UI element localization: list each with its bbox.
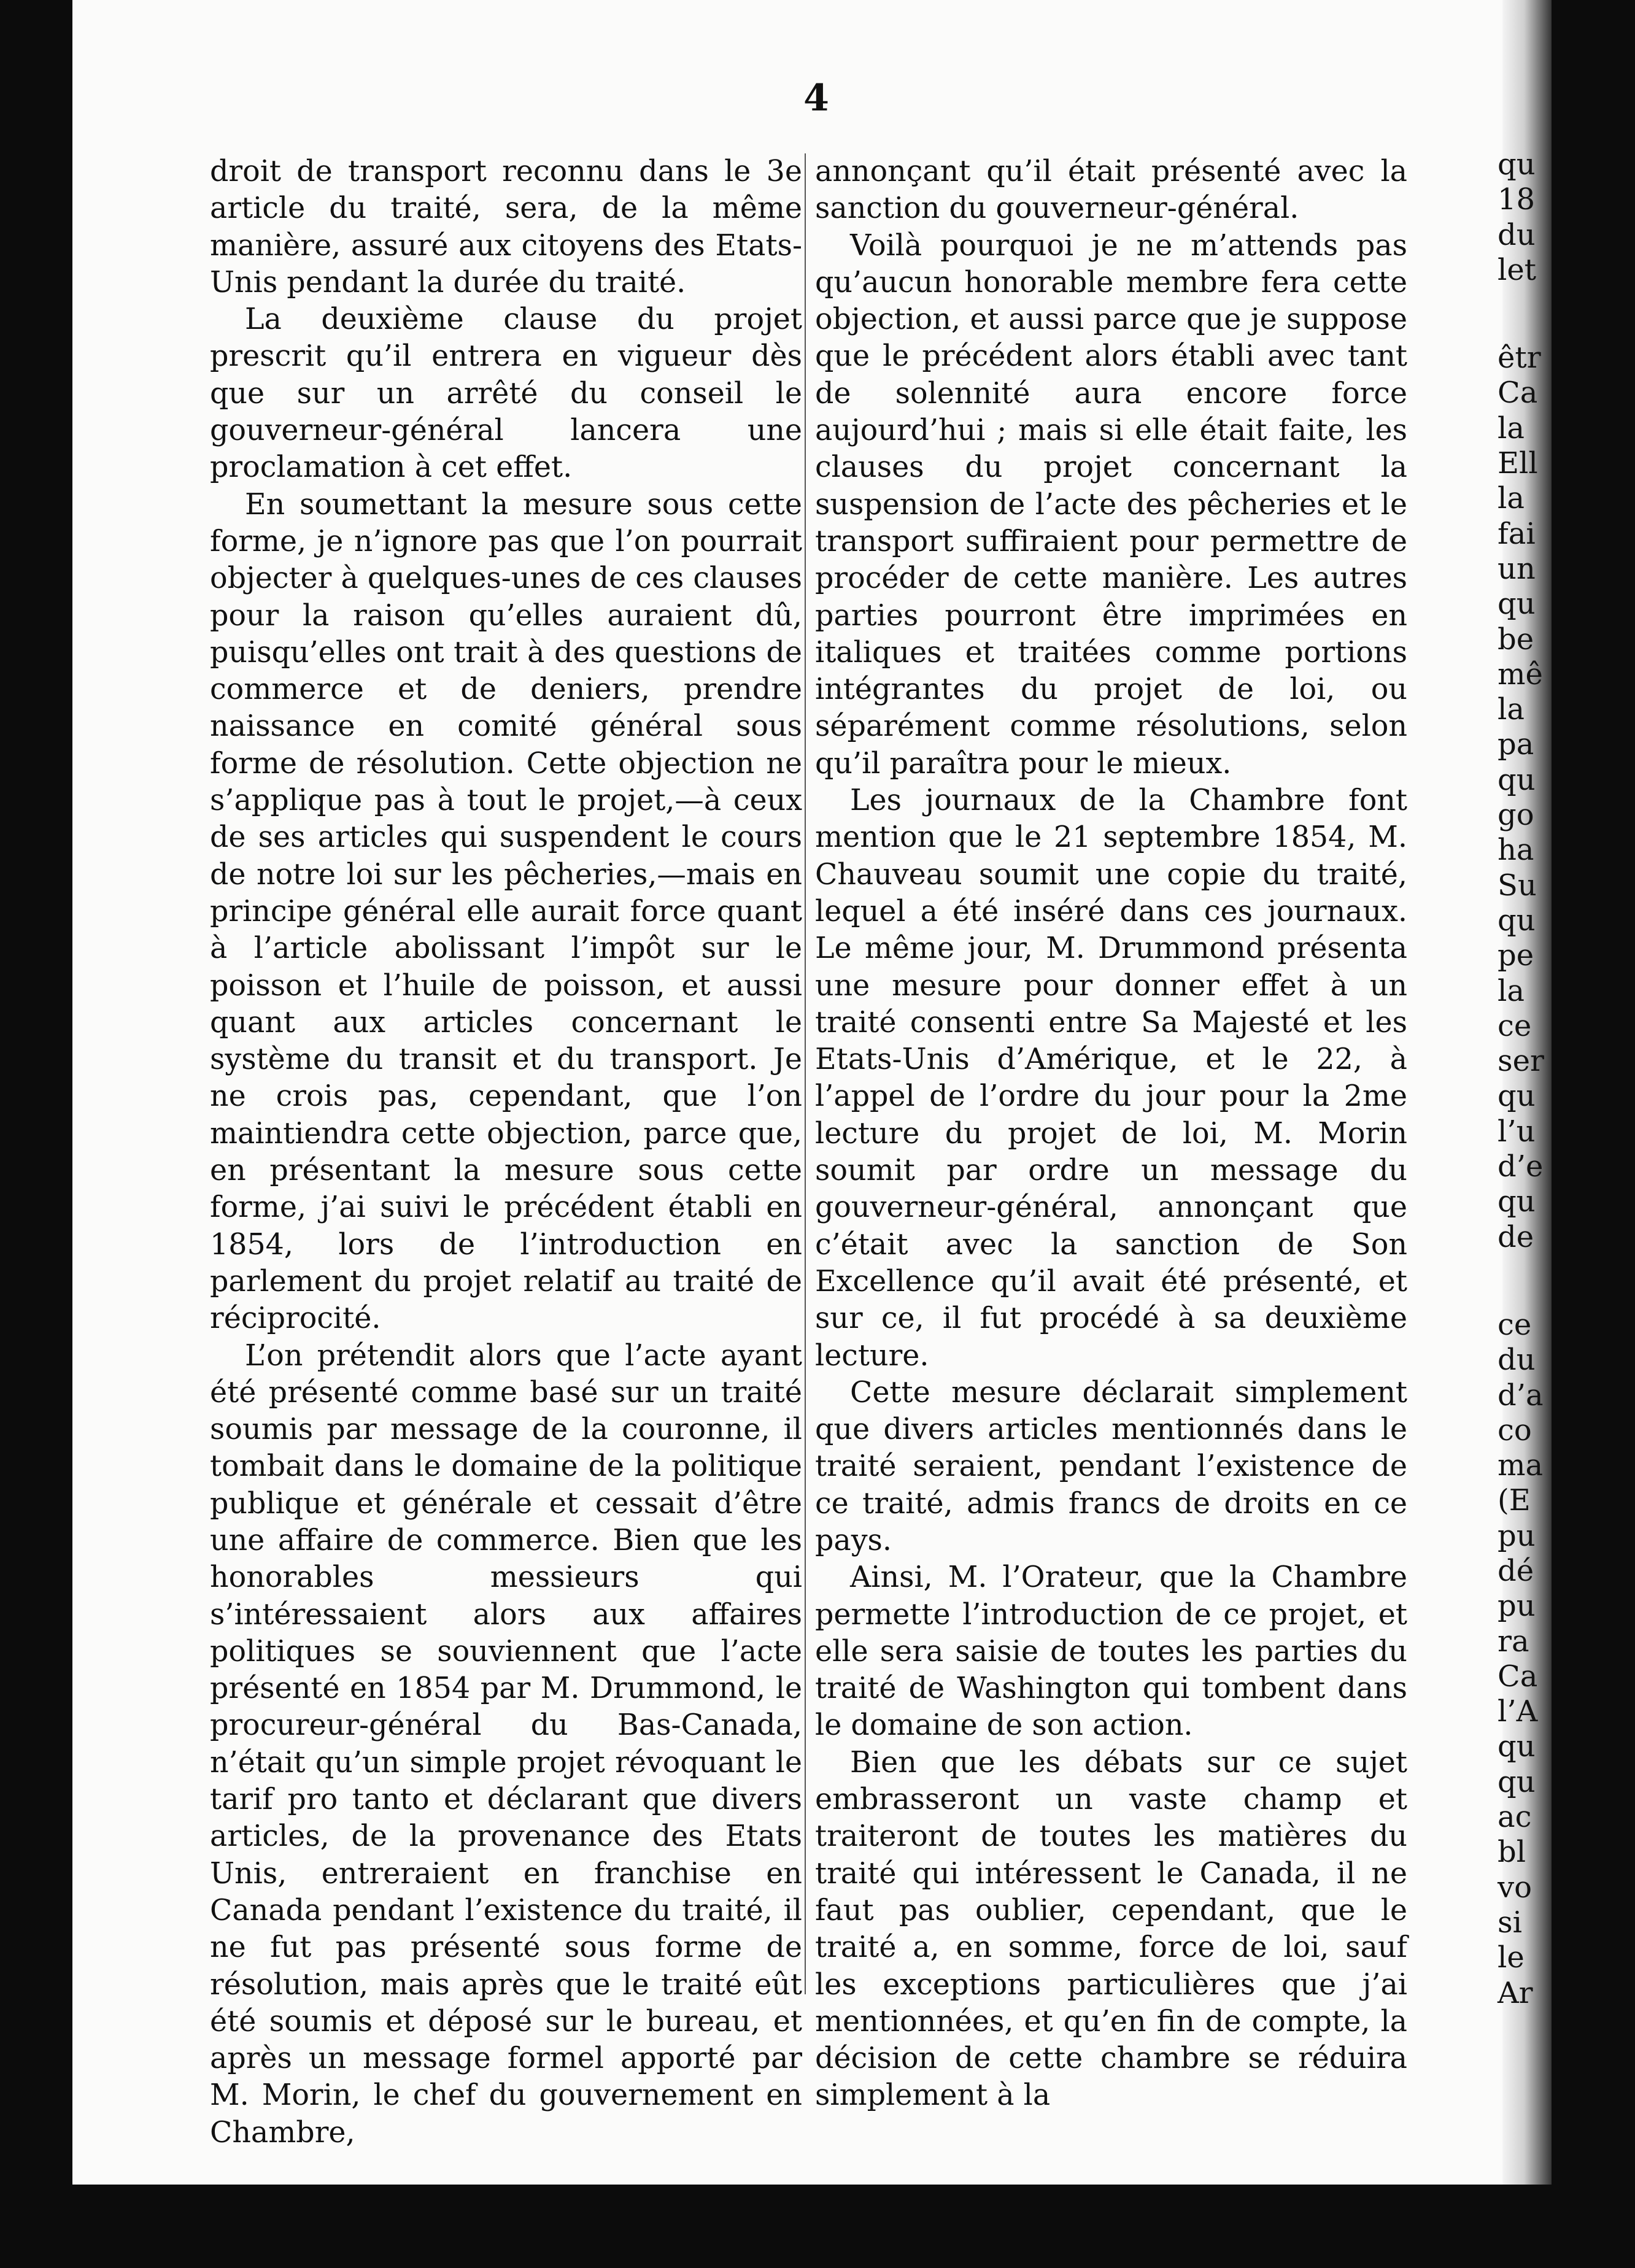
edge-fragment [1498, 288, 1553, 341]
edge-fragment: qu [1498, 147, 1536, 182]
edge-fragment: pe [1498, 938, 1534, 973]
edge-fragment: be [1498, 622, 1534, 657]
edge-fragment: Ell [1498, 446, 1538, 481]
edge-fragment: dé [1498, 1553, 1534, 1588]
edge-fragment: let [1498, 252, 1537, 287]
edge-fragment: l’A [1498, 1694, 1538, 1729]
edge-fragment: Ar [1498, 1975, 1533, 2010]
edge-fragment: fai [1498, 516, 1536, 551]
edge-fragment: la [1498, 692, 1525, 727]
edge-fragment: ma [1498, 1448, 1544, 1483]
edge-fragment: ce [1498, 1307, 1532, 1342]
paragraph: En soumettant la mesure sous cette forme, je n’ignore pas que l’on pourrait objecter à quelques-unes de ces clauses pour la raison qu’elles auraient dû, puisqu’elles ont trait à des questions de commerce et de deniers, prendre naissance en comité général sous forme de résolution. Cette objection ne s’applique pas à tout le projet,—à ceux de ses articles qui suspendent le cours de notre loi sur les pêcheries,—mais en principe général elle aurait force quant à l’article abolissant l’impôt sur le poisson et l’huile de poisson, et aussi quant aux articles concernant le système du transit et du transport. Je ne crois pas, cependant, que l’on maintiendra cette objection, parce que, en présentant la mesure sous cette forme, j’ai suivi le précédent établi en 1854, lors de l’introduction en parlement du projet relatif au traité de réciprocité. [210, 487, 802, 1336]
paragraph: Bien que les débats sur ce sujet embrasseront un vaste champ et traiteront de toutes les matières du traité qui intéressent le Canada, il ne faut pas oublier, cependant, que le traité a, en somme, force de loi, sauf les exceptions particulières que j’ai mentionnées, et qu’en fin de compte, la décision de cette chambre se réduira simplement à la [815, 1745, 1407, 2113]
edge-fragment: de [1498, 1219, 1534, 1254]
edge-fragment: (E [1498, 1483, 1531, 1518]
edge-fragment: ha [1498, 833, 1534, 868]
edge-fragment: go [1498, 798, 1534, 833]
edge-fragment: du [1498, 217, 1536, 252]
edge-fragment: êtr [1498, 341, 1541, 376]
edge-fragment: qu [1498, 587, 1536, 622]
edge-fragment: si [1498, 1905, 1522, 1940]
edge-fragment: 18 [1498, 182, 1536, 217]
paragraph: Voilà pourquoi je ne m’attends pas qu’aucun honorable membre fera cette objection, et aussi parce que je suppose que le précédent alors établi avec tant de solennité aura encore force aujourd’hui ; mais si elle était faite, les clauses du projet concernant la suspension de l’acte des pêcheries et le transport suffiraient pour permettre de procéder de cette manière. Les autres parties pourront être imprimées en italiques et traitées comme portions intégrantes du projet de loi, ou séparément comme résolutions, selon qu’il paraîtra pour le mieux. [815, 228, 1407, 781]
edge-fragment: Ca [1498, 376, 1538, 411]
edge-fragment [1498, 1255, 1553, 1308]
scan-border-bottom [0, 2185, 1635, 2268]
facing-page-edge-text [1498, 147, 1553, 2050]
edge-fragment: ce [1498, 1008, 1532, 1043]
edge-fragment: pu [1498, 1589, 1536, 1624]
edge-fragment: ra [1498, 1624, 1529, 1659]
paragraph: annonçant qu’il était présenté avec la sanction du gouverneur-général. [815, 155, 1407, 226]
paragraph: droit de transport reconnu dans le 3e article du traité, sera, de la même manière, assuré aux citoyens des Etats-Unis pendant la durée du traité. [210, 155, 802, 299]
edge-fragment: vo [1498, 1870, 1533, 1905]
paragraph: Les journaux de la Chambre font mention que le 21 septembre 1854, M. Chauveau soumit une copie du traité, lequel a été inséré dans ces journaux. Le même jour, M. Drummond présenta une mesure pour donner effet à un traité consenti entre Sa Majesté et les Etats-Unis d’Amérique, et le 22, à l’appel de l’ordre du jour pour la 2me lecture du projet de loi, M. Morin soumit par ordre un message du gouverneur-général, annonçant que c’était avec la sanction de Son Excellence qu’il avait été présenté, et sur ce, il fut procédé à sa deuxième lecture. [815, 784, 1407, 1373]
edge-fragment: la [1498, 973, 1525, 1008]
paragraph: Ainsi, M. l’Orateur, que la Chambre permette l’introduction de ce projet, et elle sera saisie de toutes les parties du traité de Washington qui tombent dans le domaine de son action. [815, 1560, 1407, 1743]
edge-fragment: Ca [1498, 1659, 1538, 1694]
edge-fragment: du [1498, 1343, 1536, 1378]
edge-fragment: la [1498, 411, 1525, 446]
text-column-right [815, 153, 1407, 2113]
column-divider [805, 153, 806, 1994]
edge-fragment: d’e [1498, 1149, 1544, 1184]
edge-fragment: pu [1498, 1518, 1536, 1553]
edge-fragment: mê [1498, 657, 1543, 692]
scan-border-right [1552, 0, 1635, 2268]
paragraph: L’on prétendit alors que l’acte ayant été présenté comme basé sur un traité soumis par message de la couronne, il tombait dans le domaine de la politique publique et générale et cessait d’être une affaire de commerce. Bien que les honorables messieurs qui s’intéressaient alors aux affaires politiques se souviennent que l’acte présenté en 1854 par M. Drummond, le procureur-général du Bas-Canada, n’était qu’un simple projet révoquant le tarif pro tanto et déclarant que divers articles, de la provenance des Etats Unis, entreraient en franchise en Canada pendant l’existence du traité, il ne fut pas présenté sous forme de résolution, mais après que le traité eût été soumis et déposé sur le bureau, et après un message formel apporté par M. Morin, le chef du gouvernement en Chambre, [210, 1338, 802, 2150]
paragraph: La deuxième clause du projet prescrit qu’il entrera en vigueur dès que sur un arrêté du conseil le gouverneur-général lancera une proclamation à cet effet. [210, 303, 802, 485]
edge-fragment: pa [1498, 727, 1534, 762]
edge-fragment: co [1498, 1413, 1532, 1448]
edge-fragment: qu [1498, 903, 1536, 938]
paragraph: Cette mesure déclarait simplement que divers articles mentionnés dans le traité seraient, pendant l’existence de ce traité, admis francs de droits en ce pays. [815, 1375, 1407, 1557]
edge-fragment: d’a [1498, 1378, 1544, 1413]
edge-fragment: qu [1498, 1764, 1536, 1799]
scan-border-left [0, 0, 72, 2268]
edge-fragment: l’u [1498, 1114, 1536, 1149]
edge-fragment: qu [1498, 1079, 1536, 1114]
text-column-left [210, 153, 802, 2150]
edge-fragment: qu [1498, 1729, 1536, 1764]
edge-fragment: Su [1498, 868, 1537, 903]
edge-fragment: un [1498, 551, 1536, 586]
edge-fragment: bl [1498, 1835, 1526, 1870]
edge-fragment: ser [1498, 1044, 1544, 1079]
edge-fragment: le [1498, 1940, 1525, 1975]
edge-fragment: qu [1498, 762, 1536, 797]
edge-fragment: la [1498, 481, 1525, 516]
edge-fragment: ac [1498, 1800, 1532, 1835]
page-number: 4 [803, 77, 829, 120]
edge-fragment: qu [1498, 1184, 1536, 1219]
